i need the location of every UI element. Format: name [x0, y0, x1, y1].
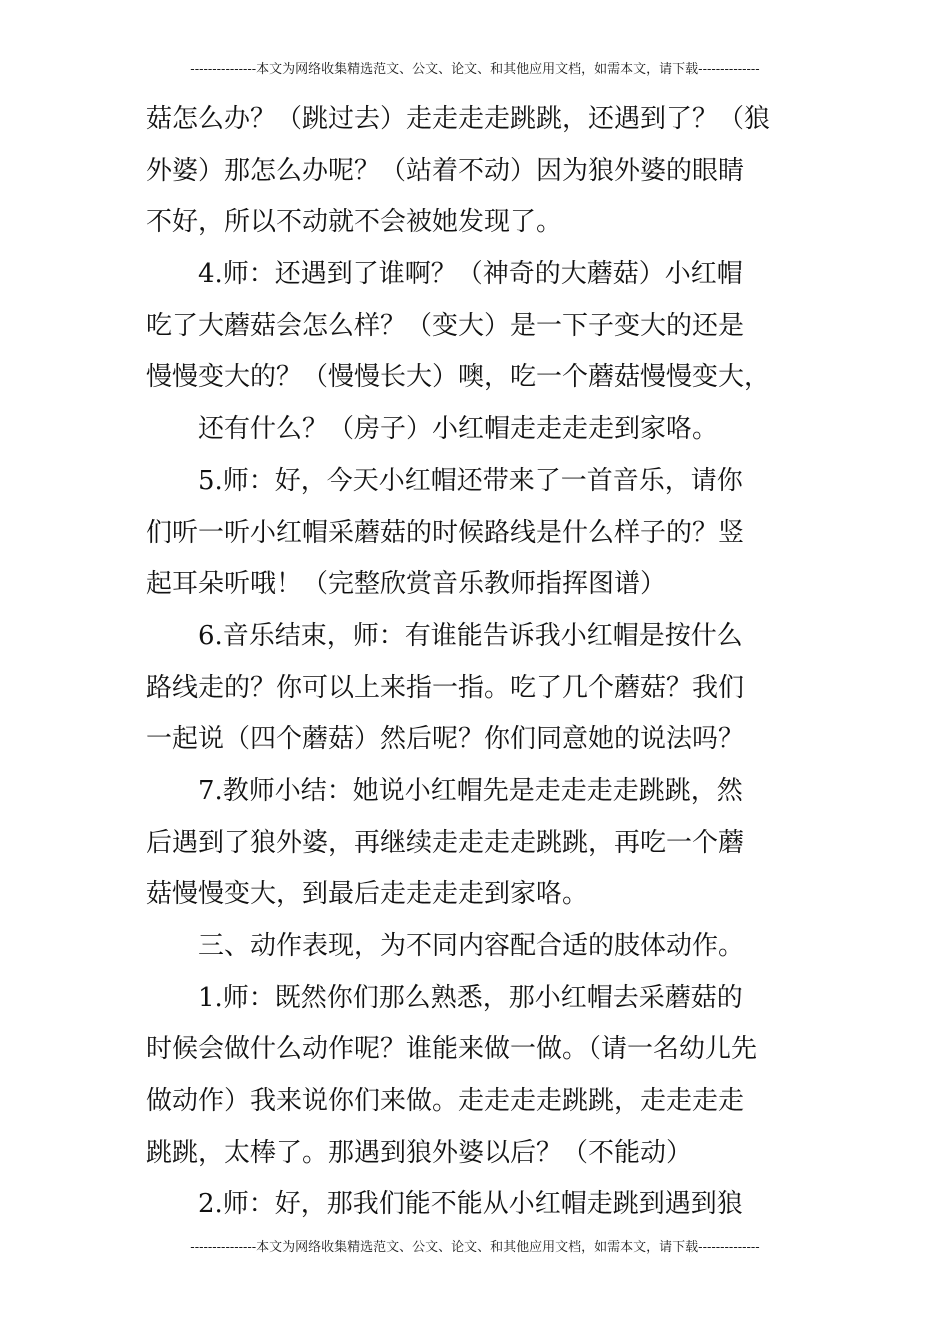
- text-line: 菇怎么办？（跳过去）走走走走跳跳，还遇到了？（狼: [146, 104, 771, 134]
- text-line: 慢慢变大的？（慢慢长大）噢，吃一个蘑菇慢慢变大，: [146, 362, 771, 393]
- paragraph-start-line: 2.师：好，那我们能不能从小红帽走跳到遇到狼: [198, 1189, 743, 1220]
- text-line: 做动作）我来说你们来做。走走走走跳跳，走走走走: [146, 1086, 745, 1117]
- text-line: 一起说（四个蘑菇）然后呢？你们同意她的说法吗？: [146, 724, 745, 755]
- text-line: 不好，所以不动就不会被她发现了。: [146, 207, 563, 238]
- paragraph-start-line: 4.师：还遇到了谁啊？（神奇的大蘑菇）小红帽: [198, 259, 743, 290]
- text-line: 还有什么？（房子）小红帽走走走走到家咯。: [198, 414, 719, 445]
- paragraph-start-line: 5.师：好，今天小红帽还带来了一首音乐，请你: [198, 465, 743, 496]
- text-line: 吃了大蘑菇会怎么样？（变大）是一下子变大的还是: [146, 310, 745, 341]
- paragraph-start-line: 1.师：既然你们那么熟悉，那小红帽去采蘑菇的: [198, 982, 743, 1013]
- text-line: 菇慢慢变大，到最后走走走走到家咯。: [146, 879, 589, 910]
- page-header: ---------------本文为网络收集精选范文、公文、论文、和其他应用文档，如需本文，请下载--------------: [190, 62, 760, 77]
- page-footer: ---------------本文为网络收集精选范文、公文、论文、和其他应用文档，如需本文，请下载--------------: [190, 1240, 760, 1255]
- text-line: 后遇到了狼外婆，再继续走走走走跳跳，再吃一个蘑: [146, 827, 745, 858]
- text-line: 跳跳，太棒了。那遇到狼外婆以后？（不能动）: [146, 1137, 693, 1168]
- section-heading-line: 三、动作表现，为不同内容配合适的肢体动作。: [198, 931, 745, 961]
- paragraph-start-line: 7.教师小结：她说小红帽先是走走走走跳跳，然: [198, 775, 743, 806]
- text-line: 起耳朵听哦！（完整欣赏音乐教师指挥图谱）: [146, 569, 667, 600]
- text-line: 时候会做什么动作呢？谁能来做一做。（请一名幼儿先: [146, 1034, 758, 1065]
- paragraph-start-line: 6.音乐结束，师：有谁能告诉我小红帽是按什么: [198, 620, 743, 651]
- text-line: 们听一听小红帽采蘑菇的时候路线是什么样子的？竖: [146, 517, 745, 548]
- document-body: [146, 94, 826, 1231]
- text-line: 外婆）那怎么办呢？（站着不动）因为狼外婆的眼睛: [146, 155, 745, 186]
- text-line: 路线走的？你可以上来指一指。吃了几个蘑菇？我们: [146, 672, 745, 703]
